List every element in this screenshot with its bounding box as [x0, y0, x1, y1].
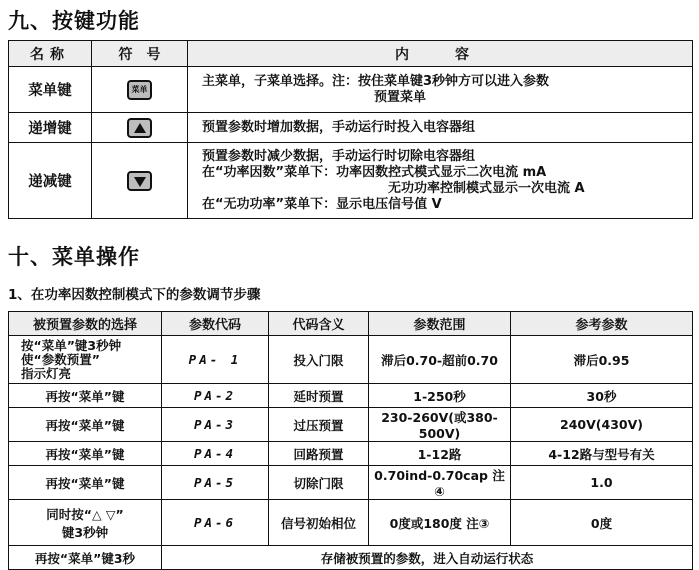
param-select: 按“菜单”键3秒钟 使“参数预置” 指示灯亮 — [9, 336, 162, 384]
key-name: 递增键 — [9, 113, 92, 143]
key-row-menu — [9, 67, 693, 113]
param-select: 再按“菜单”键 — [9, 384, 162, 408]
section-10-title: 十、菜单操作 — [8, 245, 140, 269]
header-ref: 参考参数 — [511, 312, 693, 336]
param-code: PA-4 — [162, 442, 269, 466]
param-ref: 1.0 — [511, 466, 693, 500]
param-meaning: 信号初始相位 — [269, 500, 369, 546]
key-description: 预置参数时增加数据，手动运行时投入电容器组 — [188, 113, 693, 143]
key-row-increment — [9, 113, 693, 143]
header-meaning: 代码含义 — [269, 312, 369, 336]
param-code: PA-5 — [162, 466, 269, 500]
key-description: 预置参数时减少数据，手动运行时切除电容器组 在“功率因数”菜单下：功率因数控式模式显示二次电流 mA 无功功率控制模式显示一次电流 A 在“无功功率”菜单下：显示电压信号值 V — [188, 143, 693, 219]
param-row-4 — [9, 442, 693, 466]
param-row-1 — [9, 336, 693, 384]
param-range: 0.70ind-0.70cap 注④ — [369, 466, 511, 500]
param-row-6 — [9, 500, 693, 546]
param-code: PA-6 — [162, 500, 269, 546]
footer-text: 存储被预置的参数，进入自动运行状态 — [162, 546, 693, 570]
param-ref: 0度 — [511, 500, 693, 546]
param-meaning: 切除门限 — [269, 466, 369, 500]
menu-key-icon: 菜单 — [127, 80, 152, 100]
param-ref: 滞后0.95 — [511, 336, 693, 384]
param-select: 再按“菜单”键3秒 — [9, 546, 162, 570]
key-name: 菜单键 — [9, 67, 92, 113]
param-select: 再按“菜单”键 — [9, 408, 162, 442]
param-row-2 — [9, 384, 693, 408]
param-range: 1-250秒 — [369, 384, 511, 408]
param-meaning: 投入门限 — [269, 336, 369, 384]
param-select: 再按“菜单”键 — [9, 442, 162, 466]
header-name: 名称 — [9, 41, 92, 67]
key-row-decrement — [9, 143, 693, 219]
param-code: PA-2 — [162, 384, 269, 408]
param-table-header — [9, 312, 693, 336]
down-triangle-key-icon — [127, 171, 152, 191]
header-symbol: 符 号 — [92, 41, 188, 67]
param-ref: 4-12路与型号有关 — [511, 442, 693, 466]
key-table-header — [9, 41, 693, 67]
parameter-table — [8, 311, 693, 570]
param-range: 1-12路 — [369, 442, 511, 466]
param-range: 0度或180度 注③ — [369, 500, 511, 546]
key-description: 主菜单，子菜单选择。注：按住菜单键3秒钟方可以进入参数 预置菜单 — [188, 67, 693, 113]
param-row-5 — [9, 466, 693, 500]
param-ref: 30秒 — [511, 384, 693, 408]
param-meaning: 回路预置 — [269, 442, 369, 466]
up-triangle-key-icon — [127, 118, 152, 138]
param-range: 230-260V(或380-500V) — [369, 408, 511, 442]
param-select: 再按“菜单”键 — [9, 466, 162, 500]
param-row-3 — [9, 408, 693, 442]
header-range: 参数范围 — [369, 312, 511, 336]
key-name: 递减键 — [9, 143, 92, 219]
param-code: PA- 1 — [162, 336, 269, 384]
param-ref: 240V(430V) — [511, 408, 693, 442]
param-meaning: 延时预置 — [269, 384, 369, 408]
param-meaning: 过压预置 — [269, 408, 369, 442]
section-10-subtitle: 1、在功率因数控制模式下的参数调节步骤 — [8, 287, 261, 303]
header-select: 被预置参数的选择 — [9, 312, 162, 336]
section-9-title: 九、按键功能 — [8, 9, 140, 33]
param-code: PA-3 — [162, 408, 269, 442]
header-content: 内 容 — [188, 41, 693, 67]
param-range: 滞后0.70-超前0.70 — [369, 336, 511, 384]
param-select: 同时按“△ ▽” 键3秒钟 — [9, 500, 162, 546]
header-code: 参数代码 — [162, 312, 269, 336]
key-function-table — [8, 40, 693, 219]
param-footer-row — [9, 546, 693, 570]
